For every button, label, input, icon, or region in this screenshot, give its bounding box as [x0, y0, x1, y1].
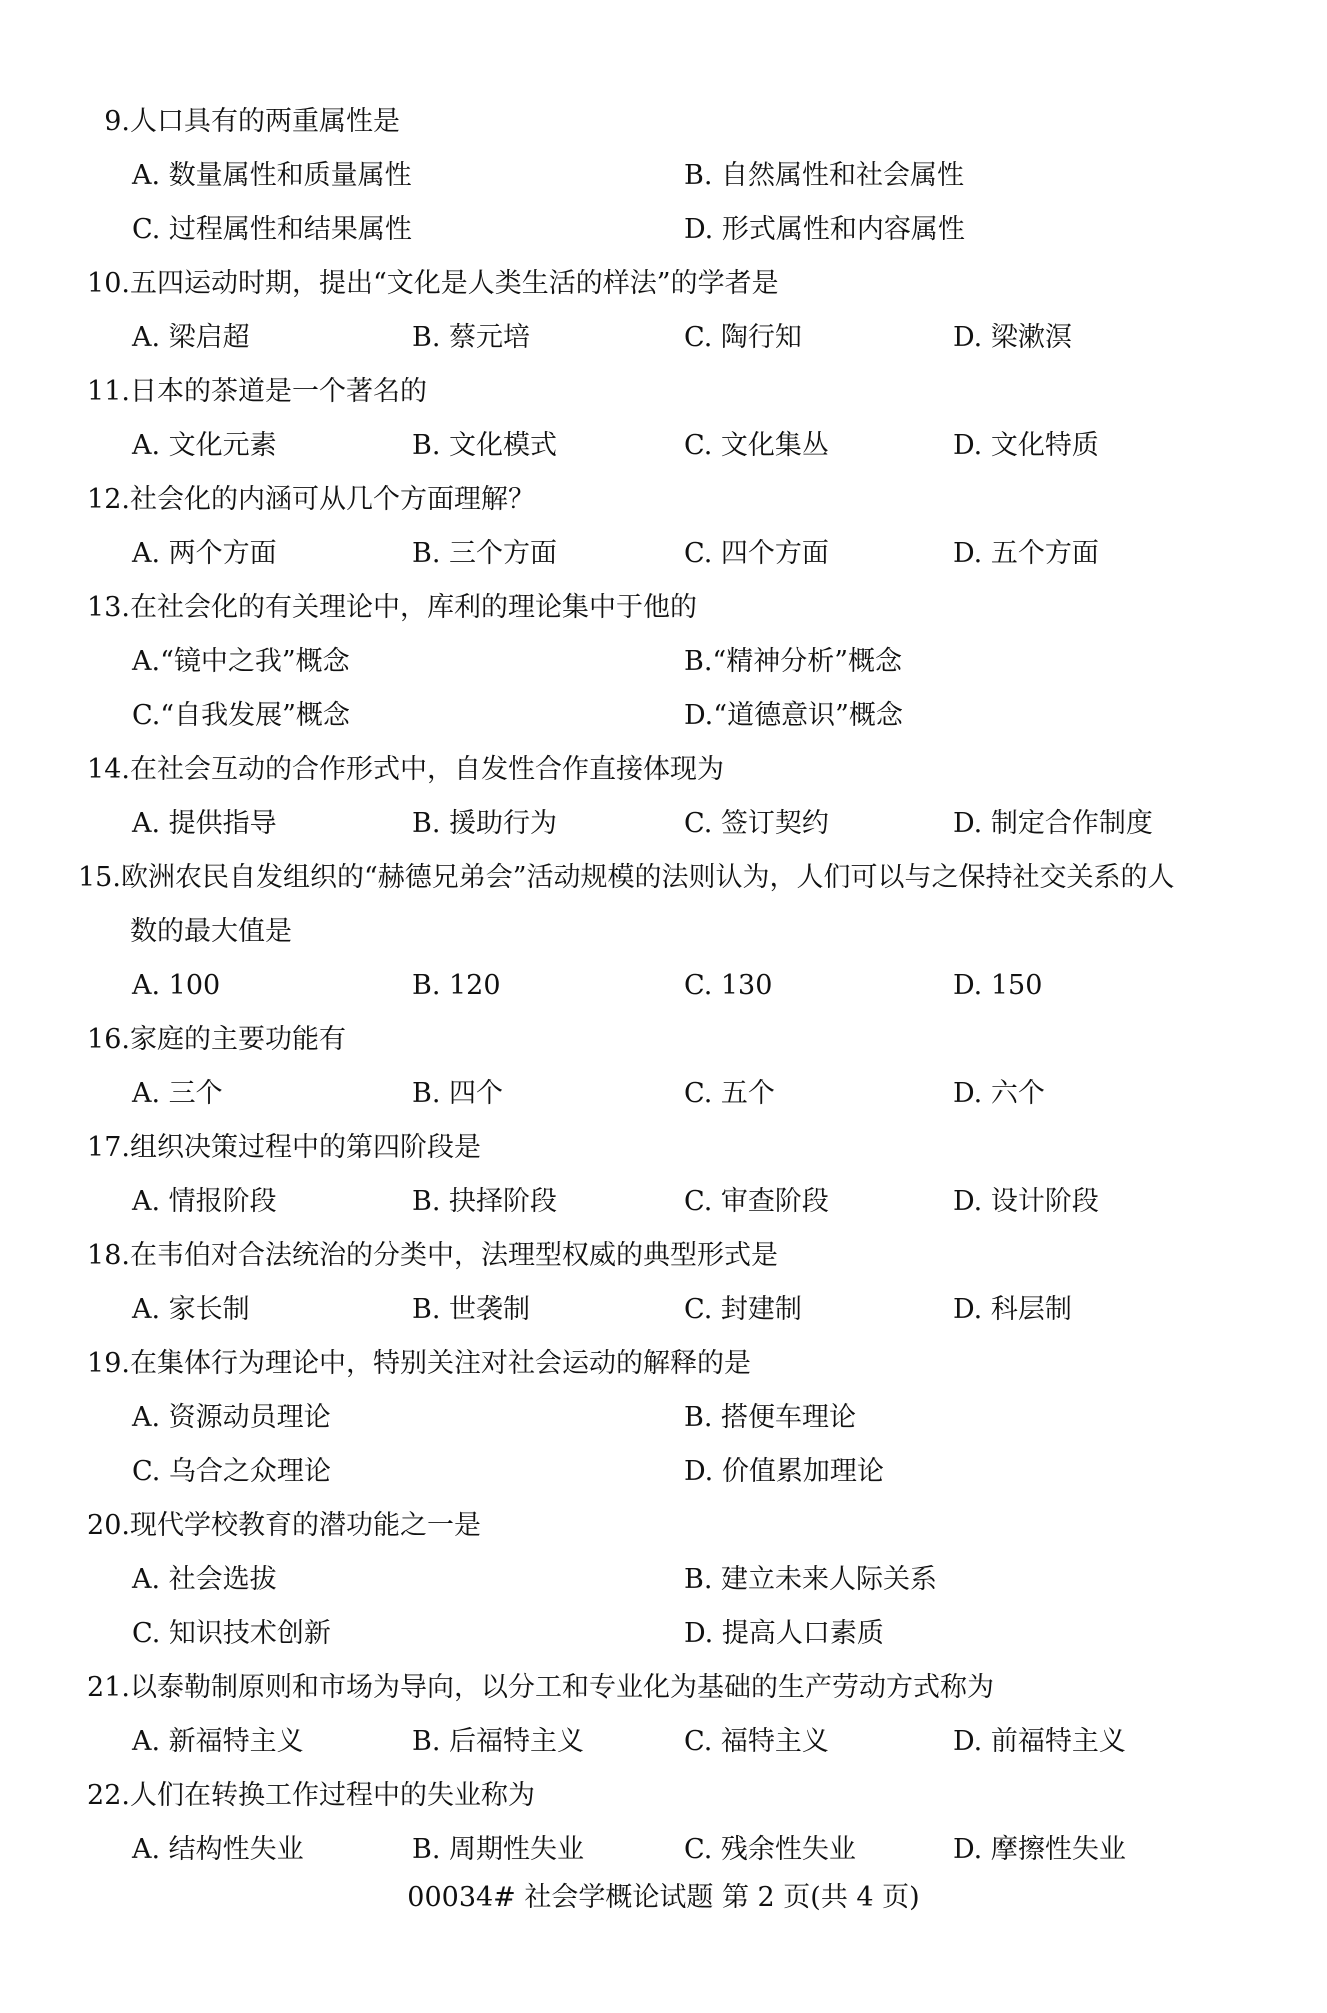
question-number: 12. [87, 484, 130, 515]
question-number: 9. [104, 106, 130, 137]
options-row [0, 311, 1327, 365]
option-a: A. 文化元素 [132, 430, 277, 461]
question-item [0, 1499, 1327, 1661]
page-footer: 00034# 社会学概论试题 第 2 页(共 4 页) [407, 1882, 920, 1913]
option-c: C. 文化集丛 [684, 430, 829, 461]
option-d: D. 价值累加理论 [684, 1456, 884, 1487]
question-stem [78, 1499, 1327, 1553]
question-item [0, 743, 1327, 851]
option-b: B. 建立未来人际关系 [684, 1564, 938, 1595]
option-d: D. 前福特主义 [953, 1726, 1126, 1757]
question-item [0, 1121, 1327, 1229]
option-c: C. 封建制 [684, 1294, 802, 1325]
question-item [0, 1229, 1327, 1337]
question-stem [78, 1337, 1327, 1391]
option-a: A. 梁启超 [132, 322, 250, 353]
option-d: D. 提高人口素质 [684, 1618, 884, 1649]
question-item [0, 257, 1327, 365]
option-c: C. 陶行知 [684, 322, 802, 353]
question-item [0, 1769, 1327, 1877]
option-a: A. 资源动员理论 [132, 1402, 331, 1433]
question-stem [78, 1229, 1327, 1283]
option-d: D. 文化特质 [953, 430, 1099, 461]
question-number: 10. [87, 268, 130, 299]
question-stem [78, 473, 1327, 527]
option-c: C. 审查阶段 [684, 1186, 829, 1217]
option-c: C. 四个方面 [684, 538, 829, 569]
question-text: 欧洲农民自发组织的“赫德兄弟会”活动规模的法则认为，人们可以与之保持社交关系的人 [120, 862, 1175, 893]
option-a: A. 100 [132, 970, 221, 1001]
options-row [0, 1067, 1327, 1121]
option-b: B.“精神分析”概念 [684, 646, 903, 677]
option-d: D. 制定合作制度 [953, 808, 1153, 839]
option-b: B. 蔡元培 [412, 322, 531, 353]
option-b: B. 搭便车理论 [684, 1402, 857, 1433]
option-a: A. 提供指导 [132, 808, 277, 839]
question-text: 日本的茶道是一个著名的 [130, 376, 427, 407]
option-d: D. 形式属性和内容属性 [684, 214, 965, 245]
option-b: B. 后福特主义 [412, 1726, 585, 1757]
question-stem [78, 1769, 1327, 1823]
option-c: C. 乌合之众理论 [132, 1456, 331, 1487]
options-row [0, 1175, 1327, 1229]
option-b: B. 援助行为 [412, 808, 558, 839]
option-a: A. 数量属性和质量属性 [132, 160, 412, 191]
question-number: 13. [87, 592, 130, 623]
question-stem [78, 581, 1327, 635]
question-text: 在社会化的有关理论中，库利的理论集中于他的 [130, 592, 697, 623]
option-c: C. 知识技术创新 [132, 1618, 331, 1649]
option-b: B. 抉择阶段 [412, 1186, 558, 1217]
options-row [0, 203, 1327, 257]
question-item [0, 473, 1327, 581]
question-item [0, 581, 1327, 743]
option-b: B. 文化模式 [412, 430, 558, 461]
option-d: D.“道德意识”概念 [684, 700, 903, 731]
question-stem [78, 365, 1327, 419]
question-item [0, 1661, 1327, 1769]
question-stem [78, 851, 1283, 959]
option-b: B. 自然属性和社会属性 [684, 160, 965, 191]
option-c: C.“自我发展”概念 [132, 700, 350, 731]
option-b: B. 周期性失业 [412, 1834, 585, 1865]
question-text: 在韦伯对合法统治的分类中，法理型权威的典型形式是 [130, 1240, 778, 1271]
question-text: 人口具有的两重属性是 [130, 106, 400, 137]
question-text-continued: 数的最大值是 [130, 916, 292, 947]
option-a: A. 新福特主义 [132, 1726, 304, 1757]
question-number: 22. [87, 1780, 130, 1811]
question-number: 18. [87, 1240, 130, 1271]
question-number: 16. [87, 1024, 130, 1055]
option-d: D. 设计阶段 [953, 1186, 1099, 1217]
options-row [0, 1607, 1327, 1661]
options-row [0, 1715, 1327, 1769]
option-a: A. 两个方面 [132, 538, 277, 569]
question-number: 14. [87, 754, 130, 785]
question-text: 人们在转换工作过程中的失业称为 [130, 1780, 535, 1811]
question-item [0, 365, 1327, 473]
question-number: 20. [87, 1510, 130, 1541]
option-c: C. 五个 [684, 1078, 775, 1109]
option-a: A. 家长制 [132, 1294, 250, 1325]
options-row [0, 1823, 1327, 1877]
option-d: D. 摩擦性失业 [953, 1834, 1126, 1865]
question-stem [78, 743, 1327, 797]
question-text: 家庭的主要功能有 [130, 1024, 346, 1055]
option-a: A. 三个 [132, 1078, 223, 1109]
question-number: 19. [87, 1348, 130, 1379]
question-text: 组织决策过程中的第四阶段是 [130, 1132, 481, 1163]
option-a: A.“镜中之我”概念 [132, 646, 350, 677]
option-d: D. 科层制 [953, 1294, 1072, 1325]
options-row [0, 797, 1327, 851]
options-row [0, 1391, 1327, 1445]
question-text: 社会化的内涵可从几个方面理解？ [130, 484, 535, 515]
option-d: D. 六个 [953, 1078, 1045, 1109]
option-d: D. 五个方面 [953, 538, 1099, 569]
question-item [0, 1013, 1327, 1121]
question-number: 21. [87, 1672, 130, 1703]
option-c: C. 130 [684, 970, 773, 1001]
question-item [0, 95, 1327, 257]
option-c: C. 福特主义 [684, 1726, 829, 1757]
question-stem [78, 257, 1327, 311]
options-row [0, 689, 1327, 743]
option-a: A. 结构性失业 [132, 1834, 304, 1865]
question-text: 在集体行为理论中，特别关注对社会运动的解释的是 [130, 1348, 751, 1379]
option-b: B. 四个 [412, 1078, 504, 1109]
option-c: C. 签订契约 [684, 808, 829, 839]
option-b: B. 三个方面 [412, 538, 558, 569]
options-row [0, 149, 1327, 203]
question-stem [78, 1661, 1327, 1715]
question-number: 17. [87, 1132, 130, 1163]
question-stem [78, 1121, 1327, 1175]
option-a: A. 情报阶段 [132, 1186, 277, 1217]
option-b: B. 世袭制 [412, 1294, 531, 1325]
question-text: 在社会互动的合作形式中，自发性合作直接体现为 [130, 754, 724, 785]
option-c: C. 过程属性和结果属性 [132, 214, 412, 245]
option-d: D. 150 [953, 970, 1043, 1001]
options-row [0, 527, 1327, 581]
option-b: B. 120 [412, 970, 501, 1001]
question-stem [78, 1013, 1327, 1067]
options-row [0, 1553, 1327, 1607]
question-text: 以泰勒制原则和市场为导向，以分工和专业化为基础的生产劳动方式称为 [130, 1672, 994, 1703]
options-row [0, 635, 1327, 689]
question-item [0, 851, 1327, 1013]
question-text: 五四运动时期，提出“文化是人类生活的样法”的学者是 [130, 268, 779, 299]
question-stem [78, 95, 1327, 149]
options-row [0, 959, 1327, 1013]
options-row [0, 1445, 1327, 1499]
question-text: 现代学校教育的潜功能之一是 [130, 1510, 481, 1541]
question-item [0, 1337, 1327, 1499]
option-c: C. 残余性失业 [684, 1834, 856, 1865]
question-number: 15. [78, 862, 121, 893]
question-number: 11. [87, 376, 130, 407]
options-row [0, 419, 1327, 473]
option-a: A. 社会选拔 [132, 1564, 277, 1595]
options-row [0, 1283, 1327, 1337]
option-d: D. 梁漱溟 [953, 322, 1072, 353]
